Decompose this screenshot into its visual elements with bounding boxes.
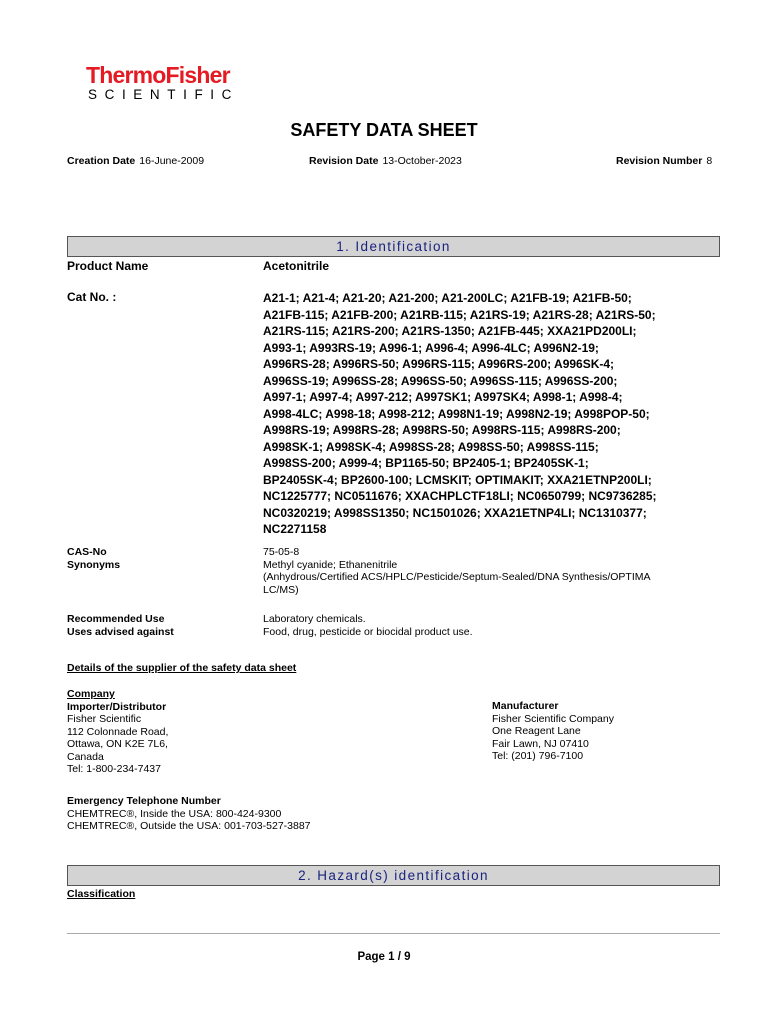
cat-no-line: A21FB-115; A21FB-200; A21RB-115; A21RS-19; A21RS-28; A21RS-50; <box>263 307 656 322</box>
cat-no-line: A21-1; A21-4; A21-20; A21-200; A21-200LC; A21FB-19; A21FB-50; <box>263 291 632 305</box>
product-name-label: Product Name <box>67 259 149 273</box>
importer-line: Canada <box>67 750 104 763</box>
creation-date <box>67 155 204 167</box>
document-title: SAFETY DATA SHEET <box>290 120 478 140</box>
synonyms-value: (Anhydrous/Certified ACS/HPLC/Pesticide/Septum-Sealed/DNA Synthesis/OPTIMA <box>263 571 651 583</box>
cat-no-line: BP2405SK-4; BP2600-100; LCMSKIT; OPTIMAKIT; XXA21ETNP200LI; <box>263 472 652 487</box>
manufacturer-line: Tel: (201) 796-7100 <box>492 750 584 762</box>
footer-divider <box>67 933 720 934</box>
creation-date-label: Creation Date <box>67 155 136 167</box>
brand-logo-subtitle: SCIENTIFIC <box>88 87 240 102</box>
uses-against-label: Uses advised against <box>67 625 174 638</box>
uses-values <box>263 613 473 638</box>
manufacturer-block <box>492 700 614 763</box>
synonyms-label: Synonyms <box>67 558 121 571</box>
cat-no-line: A998RS-19; A998RS-28; A998RS-50; A998RS-115; A998RS-200; <box>263 423 621 437</box>
cat-no-line: NC0320219; A998SS1350; NC1501026; XXA21ETNP4LI; NC1310377; <box>263 505 647 520</box>
uses-against-value: Food, drug, pesticide or biocidal product use. <box>263 625 473 638</box>
cat-no-line: A998-4LC; A998-18; A998-212; A998N1-19; A998N2-19; A998POP-50; <box>263 406 650 421</box>
emergency-line: CHEMTREC®, Inside the USA: 800-424-9300 <box>67 807 282 820</box>
recommended-use-value: Laboratory chemicals. <box>263 613 366 625</box>
manufacturer-line: One Reagent Lane <box>492 725 581 737</box>
cas-value: 75-05-8 <box>263 546 300 558</box>
emergency-label: Emergency Telephone Number <box>67 795 221 807</box>
cat-no-line: A998SS-200; A999-4; BP1165-50; BP2405-1; BP2405SK-1; <box>263 456 589 470</box>
product-name-value: Acetonitrile <box>263 259 330 273</box>
emergency-line: CHEMTREC®, Outside the USA: 001-703-527-3887 <box>67 820 311 832</box>
synonyms-value: LC/MS) <box>263 583 299 596</box>
recommended-use-label: Recommended Use <box>67 613 165 625</box>
cat-no-line: NC2271158 <box>263 522 327 536</box>
manufacturer-line: Fair Lawn, NJ 07410 <box>492 737 589 750</box>
importer-line: 112 Colonnade Road, <box>67 725 169 738</box>
importer-label: Importer/Distributor <box>67 700 167 713</box>
revision-number <box>616 155 712 167</box>
cat-no-list <box>263 290 723 538</box>
cas-synonyms-labels <box>67 546 120 571</box>
section-1-heading: 1. Identification <box>67 236 720 257</box>
revision-date-label: Revision Date <box>309 155 379 167</box>
cas-label: CAS-No <box>67 546 107 558</box>
cat-no-line: A996SS-19; A996SS-28; A996SS-50; A996SS-115; A996SS-200; <box>263 373 618 388</box>
manufacturer-line: Fisher Scientific Company <box>492 712 614 725</box>
importer-line: Fisher Scientific <box>67 713 142 725</box>
revision-date-value: 13-October-2023 <box>382 155 462 167</box>
cat-no-line: A997-1; A997-4; A997-212; A997SK1; A997SK4; A998-1; A998-4; <box>263 390 623 404</box>
uses-labels <box>67 613 174 638</box>
cat-no-line: NC1225777; NC0511676; XXACHPLCTF18LI; NC0650799; NC9736285; <box>263 489 657 503</box>
importer-block <box>67 688 168 776</box>
cat-no-line: A998SK-1; A998SK-4; A998SS-28; A998SS-50; A998SS-115; <box>263 439 599 454</box>
creation-date-value: 16-June-2009 <box>139 155 205 167</box>
emergency-block <box>67 795 311 833</box>
page-number: Page 1 / 9 <box>357 951 411 963</box>
brand-logo-wordmark: ThermoFisher <box>86 62 230 88</box>
cat-no-label: Cat No. : <box>67 290 117 304</box>
revision-date <box>309 155 462 167</box>
cat-no-line: A21RS-115; A21RS-200; A21RS-1350; A21FB-445; XXA21PD200LI; <box>263 324 637 338</box>
supplier-heading: Details of the supplier of the safety data sheet <box>67 662 297 674</box>
synonyms-value: Methyl cyanide; Ethanenitrile <box>263 558 398 571</box>
cat-no-line: A996RS-28; A996RS-50; A996RS-115; A996RS-200; A996SK-4; <box>263 357 615 371</box>
company-label: Company <box>67 688 115 700</box>
cas-synonyms-values <box>263 546 723 596</box>
revision-number-label: Revision Number <box>616 155 703 167</box>
importer-line: Ottawa, ON K2E 7L6, <box>67 738 168 750</box>
classification-label: Classification <box>67 888 136 900</box>
importer-line: Tel: 1-800-234-7437 <box>67 763 161 775</box>
section-2-heading: 2. Hazard(s) identification <box>67 865 720 886</box>
manufacturer-label: Manufacturer <box>492 700 559 712</box>
cat-no-line: A993-1; A993RS-19; A996-1; A996-4; A996-4LC; A996N2-19; <box>263 340 599 355</box>
revision-number-value: 8 <box>706 155 713 167</box>
